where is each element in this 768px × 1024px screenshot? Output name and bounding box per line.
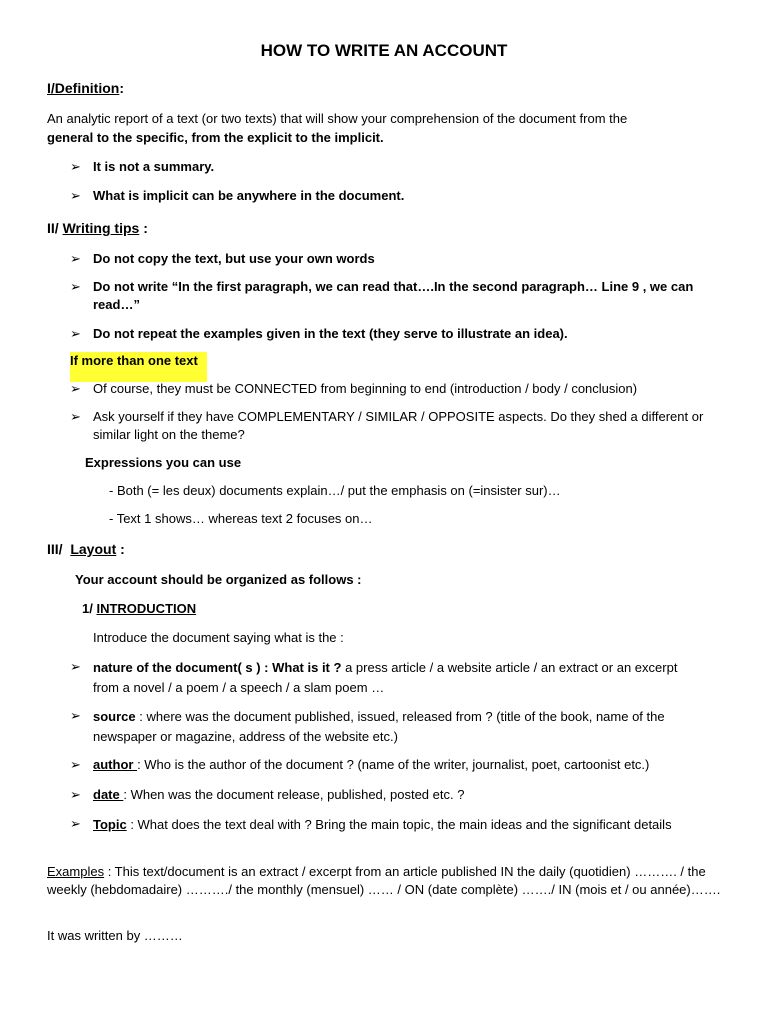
arrow-bullet-icon: ➢	[70, 381, 81, 396]
highlight-more-than-one-text: If more than one text	[70, 352, 207, 382]
introduction-intro: Introduce the document saying what is the :	[93, 630, 344, 645]
arrow-bullet-icon: ➢	[70, 159, 81, 174]
arrow-bullet-icon: ➢	[70, 708, 81, 723]
arrow-bullet-icon: ➢	[70, 279, 81, 294]
tip-bullet: Do not repeat the examples given in the text (they serve to illustrate an idea).	[93, 326, 568, 341]
definition-bullet: What is implicit can be anywhere in the document.	[93, 188, 405, 203]
arrow-bullet-icon: ➢	[70, 757, 81, 772]
layout-intro: Your account should be organized as follows :	[75, 572, 362, 587]
section-1-heading: I/Definition:	[47, 80, 124, 96]
arrow-bullet-icon: ➢	[70, 787, 81, 802]
definition-bullet: It is not a summary.	[93, 159, 215, 174]
section-3-heading: III/ Layout :	[47, 541, 125, 557]
expressions-label: Expressions you can use	[85, 455, 242, 470]
written-by-line: It was written by ………	[47, 928, 183, 943]
page-title: HOW TO WRITE AN ACCOUNT	[260, 41, 508, 60]
arrow-bullet-icon: ➢	[70, 409, 81, 424]
expression-item: - Text 1 shows… whereas text 2 focuses on…	[109, 511, 373, 526]
introduction-subheading: 1/ INTRODUCTION	[82, 601, 197, 616]
intro-item-topic: Topic : What does the text deal with ? Bring the main topic, the main ideas and the significant details	[93, 817, 672, 832]
definition-line-2: general to the specific, from the explicit to the implicit.	[47, 130, 384, 145]
intro-item-date: date : When was the document release, published, posted etc. ?	[93, 787, 465, 802]
multi-text-bullet: Of course, they must be CONNECTED from beginning to end (introduction / body / conclusion)	[93, 381, 638, 396]
examples-paragraph: Examples : This text/document is an extract / excerpt from an article published IN the daily (quotidien) ………. / the weekly (hebdomadaire) ………./ the monthly (mensuel) …… / ON (date complète) ……./ IN (mois et / ou année)…….	[47, 864, 721, 897]
arrow-bullet-icon: ➢	[70, 188, 81, 203]
tip-bullet: Do not write “In the first paragraph, we can read that….In the second paragraph… Line 9 , we can read…”	[93, 279, 694, 312]
intro-item-author: author : Who is the author of the document ? (name of the writer, journalist, poet, cartoonist etc.)	[93, 757, 650, 772]
arrow-bullet-icon: ➢	[70, 326, 81, 341]
arrow-bullet-icon: ➢	[70, 659, 81, 674]
tip-bullet: Do not copy the text, but use your own words	[93, 251, 375, 266]
intro-item-nature: nature of the document( s ) : What is it ? a press article / a website article / an extract or an excerpt from a novel / a poem / a speech / a slam poem …	[93, 660, 678, 695]
intro-item-source: source : where was the document published, issued, released from ? (title of the book, name of the newspaper or magazine, address of the website etc.)	[93, 709, 665, 744]
arrow-bullet-icon: ➢	[70, 816, 81, 831]
multi-text-bullet: Ask yourself if they have COMPLEMENTARY / SIMILAR / OPPOSITE aspects. Do they shed a different or similar light on the theme?	[93, 409, 704, 442]
expression-item: - Both (= les deux) documents explain…/ put the emphasis on (=insister sur)…	[109, 483, 561, 498]
arrow-bullet-icon: ➢	[70, 251, 81, 266]
definition-line-1: An analytic report of a text (or two texts) that will show your comprehension of the document from the	[47, 111, 628, 126]
section-2-heading: II/ Writing tips :	[47, 220, 148, 236]
